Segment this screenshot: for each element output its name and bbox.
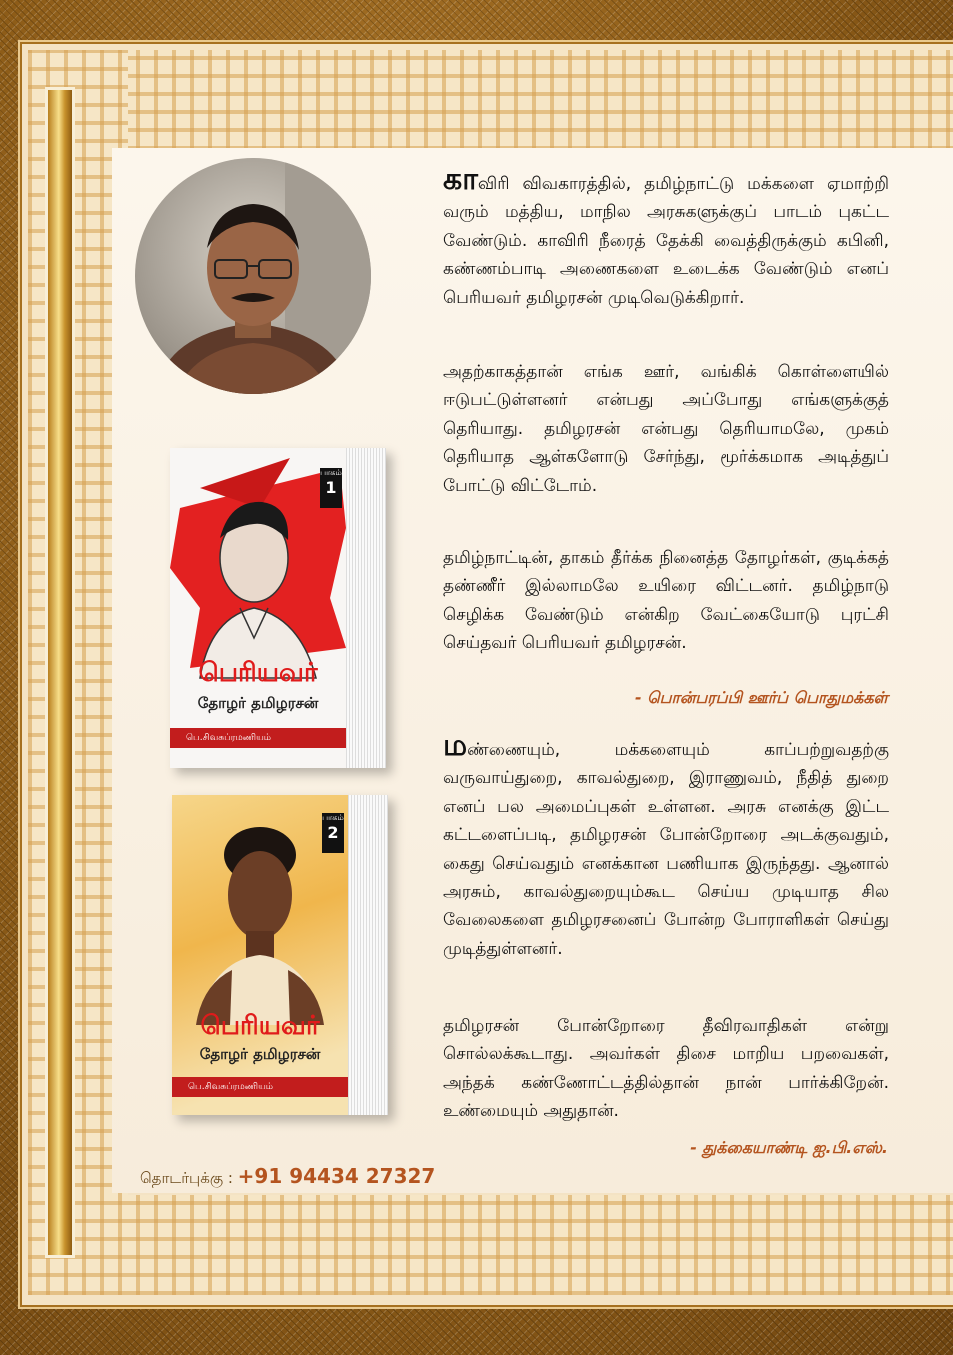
attribution-2: - துக்கையாண்டி ஐ.பி.எஸ். xyxy=(690,1138,888,1157)
paragraph-text: விரி விவகாரத்தில், தமிழ்நாட்டு மக்களை ஏமாற்றி வரும் மத்திய, மாநில அரசுகளுக்குப் பாடம் புகட்ட வேண்டும். காவிரி நீரைத் தேக்கி வைத்திருக்கும் கபினி, கண்ணம்பாடி அணைகளை உடைக்க வேண்டும் எனப் பெரியவர் தமிழரசன் முடிவெடுக்கிறார். xyxy=(443,174,889,308)
drop-cap: கா xyxy=(443,162,478,197)
book-title: பெரியவர் xyxy=(198,658,318,688)
gold-strip xyxy=(48,90,72,1255)
person-photo-icon xyxy=(135,158,371,394)
quote-paragraph-3: தமிழ்நாட்டின், தாகம் தீர்க்க நினைத்த தோழர்கள், குடிக்கத் தண்ணீர் இல்லாமலே உயிரை விட்டனர். தமிழ்நாடு செழிக்க வேண்டும் என்கிற வேட்கையோடு புரட்சி செய்தவர் பெரியவர் தமிழரசன். xyxy=(443,548,889,654)
drop-cap: ம xyxy=(443,728,468,763)
book-subtitle: தோழர் தமிழரசன் xyxy=(197,694,319,712)
greek-key-border-bottom xyxy=(28,1195,953,1295)
book-author: பெ.சிவசுப்ரமணியம் xyxy=(170,728,346,748)
quote-paragraph-5: தமிழரசன் போன்றோரை தீவிரவாதிகள் என்று சொல்லக்கூடாது. அவர்கள் திசை மாறிய பறவைகள், அந்தக் கண்ணோட்டத்தில்தான் நான் பார்க்கிறேன். உண்மையும் அதுதான். xyxy=(443,1016,889,1122)
book-author: பெ.சிவசுப்ரமணியம் xyxy=(172,1077,348,1097)
contact-label: தொடர்புக்கு : xyxy=(140,1169,233,1187)
author-portrait xyxy=(135,158,371,394)
book-subtitle: தோழர் தமிழரசன் xyxy=(199,1045,321,1063)
greek-key-border-top xyxy=(28,50,953,150)
book-cover-part-1 xyxy=(170,448,386,768)
book-pages xyxy=(346,448,386,768)
paragraph-text: ண்ணையும், மக்களையும் காப்பற்றுவதற்கு வருவாய்துறை, காவல்துறை, இராணுவம், நீதித் துறை எனப் பல அமைப்புகள் உள்ளன. அரசு எனக்கு இட்ட கட்டளைப்படி, தமிழரசன் போன்றோரை அடக்குவதும், கைது செய்வதும் எனக்கான பணியாக இருந்தது. ஆனால் அரசும், காவல்துறையும்கூட செய்ய முடியாத சில வேலைகளை தமிழரசனைப் போன்ற போராளிகள் செய்து முடித்துள்ளனர். xyxy=(443,740,889,959)
quote-paragraph-4 xyxy=(443,728,889,963)
quote-paragraph-1 xyxy=(443,162,889,312)
phone-number: +91 94434 27327 xyxy=(237,1164,436,1188)
book-pages xyxy=(348,795,388,1115)
quote-paragraph-2: அதற்காகத்தான் எங்க ஊர், வங்கிக் கொள்ளையில் ஈடுபட்டுள்ளனர் என்பது அப்போது எங்களுக்குத் தெரியாது. தமிழரசன் என்பது தெரியாமலே, முகம் தெரியாத ஆள்களோடு சேர்ந்து, மூர்க்கமாக அடித்துப் போட்டு விட்டோம். xyxy=(443,362,889,496)
book-cover-part-2 xyxy=(172,795,388,1115)
contact-info xyxy=(140,1164,435,1189)
part-tag: பாகம் 2 xyxy=(322,813,344,853)
attribution-1: - பொன்பரப்பி ஊர்ப் பொதுமக்கள் xyxy=(634,688,888,707)
part-tag: பாகம் 1 xyxy=(320,468,342,508)
book-title: பெரியவர் xyxy=(200,1011,320,1041)
